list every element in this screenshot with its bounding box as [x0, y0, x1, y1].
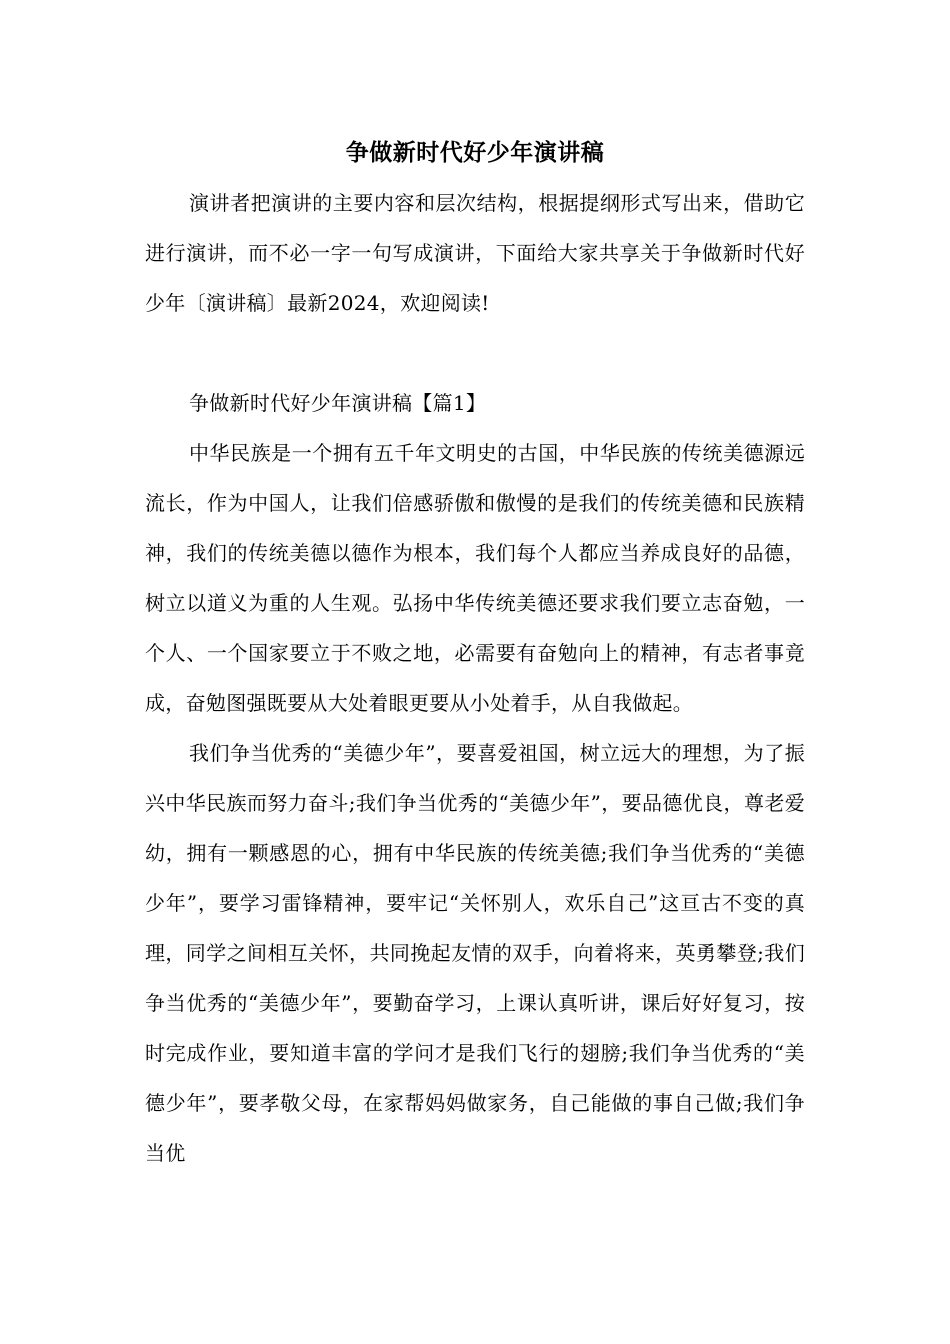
body-paragraph-2: 我们争当优秀的“美德少年”，要喜爱祖国，树立远大的理想，为了振兴中华民族而努力奋斗;我们争当优秀的“美德少年”，要品德优良，尊老爱幼，拥有一颗感恩的心，拥有中华民族的传统美德;我们争当优秀的“美德少年”，要学习雷锋精神，要牢记“关怀别人，欢乐自己”这亘古不变的真理，同学之间相互关怀，共同挽起友情的双手，向着将来，英勇攀登;我们争当优秀的“美德少年”，要勤奋学习，上课认真听讲，课后好好复习，按时完成作业，要知道丰富的学问才是我们飞行的翅膀;我们争当优秀的“美德少年”，要孝敬父母，在家帮妈妈做家务，自己能做的事自己做;我们争当优 — [145, 741, 805, 1165]
body-paragraph-1: 中华民族是一个拥有五千年文明史的古国，中华民族的传统美德源远流长，作为中国人，让我们倍感骄傲和傲慢的是我们的传统美德和民族精神，我们的传统美德以德作为根本，我们每个人都应当养成良好的品德，树立以道义为重的人生观。弘扬中华传统美德还要求我们要立志奋勉，一个人、一个国家要立于不败之地，必需要有奋勉向上的精神，有志者事竟成，奋勉图强既要从大处着眼更要从小处着手，从自我做起。 — [145, 441, 805, 715]
document-title: 争做新时代好少年演讲稿 — [345, 139, 605, 166]
section-spacer — [145, 328, 805, 378]
section-heading: 争做新时代好少年演讲稿【篇1】 — [189, 391, 487, 415]
intro-paragraph: 演讲者把演讲的主要内容和层次结构，根据提纲形式写出来，借助它进行演讲，而不必一字一句写成演讲，下面给大家共享关于争做新时代好少年〔演讲稿〕最新2024，欢迎阅读! — [145, 191, 805, 315]
document-page — [145, 128, 805, 1178]
